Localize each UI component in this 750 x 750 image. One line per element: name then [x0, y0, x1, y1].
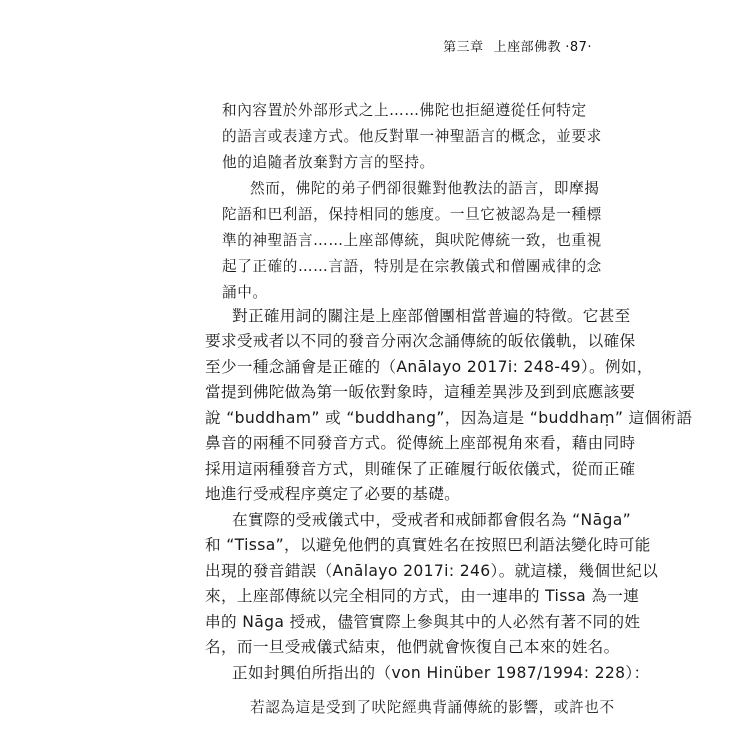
quote-line: 準的神聖語言……上座部傳統，與吠陀傳統一致，也重視 [222, 232, 602, 249]
body-line: 在實際的受戒儀式中，受戒者和戒師都會假名為 “Nāga” [232, 511, 632, 529]
body-line: 要求受戒者以不同的發音分兩次念誦傳統的皈依儀軌，以確保 [205, 332, 636, 350]
quote-line: 然而，佛陀的弟子們卻很難對他教法的語言，即摩揭 [250, 180, 600, 197]
body-line: 當提到佛陀做為第一皈依對象時，這種差異涉及到到底應該要 [205, 383, 636, 401]
chapter-label: 第三章 [443, 40, 484, 55]
running-header [443, 36, 592, 55]
quote-line: 他的追隨者放棄對方言的堅持。 [222, 154, 435, 171]
quote-line: 陀語和巴利語，保持相同的態度。一旦它被認為是一種標 [222, 206, 602, 223]
body-line: 鼻音的兩種不同發音方式。從傳統上座部視角來看，藉由同時 [205, 434, 636, 452]
body-line: 出現的發音錯誤（Anālayo 2017i: 246）。就這樣，幾個世紀以 [205, 562, 659, 580]
body-line: 說 “buddham” 或 “buddhang”，因為這是 “buddhaṃ” 這個術語 [205, 409, 693, 427]
body-line: 正如封興伯所指出的（von Hinüber 1987/1994: 228）： [232, 664, 650, 682]
quote-line: 和內容置於外部形式之上……佛陀也拒絕遵從任何特定 [222, 102, 587, 119]
body-line: 採用這兩種發音方式，則確保了正確履行皈依儀式，從而正確 [205, 460, 636, 478]
quote-line: 的語言或表達方式。他反對單一神聖語言的概念，並要求 [222, 128, 602, 145]
body-line: 對正確用詞的關注是上座部僧團相當普遍的特徵。它甚至 [232, 307, 631, 325]
body-line: 來，上座部傳統以完全相同的方式，由一連串的 Tissa 為一連 [205, 587, 640, 605]
body-line: 地進行受戒程序奠定了必要的基礎。 [205, 485, 461, 503]
quote-line: 若認為這是受到了吠陀經典背誦傳統的影響，或許也不 [250, 699, 615, 716]
quote-line: 誦中。 [222, 284, 268, 301]
page-number: ‧87‧ [565, 40, 592, 55]
chapter-title: 上座部佛教 [493, 40, 562, 55]
body-line: 至少一種念誦會是正確的（Anālayo 2017i: 248-49）。例如， [205, 358, 653, 376]
quote-line: 起了正確的……言語，特別是在宗教儀式和僧團戒律的念 [222, 258, 602, 275]
body-line: 和 “Tissa”，以避免他們的真實姓名在按照巴利語法變化時可能 [205, 536, 651, 554]
body-line: 名，而一旦受戒儀式結束，他們就會恢復自己本來的姓名。 [205, 638, 620, 656]
body-line: 串的 Nāga 授戒，儘管實際上參與其中的人必然有著不同的姓 [205, 613, 641, 631]
